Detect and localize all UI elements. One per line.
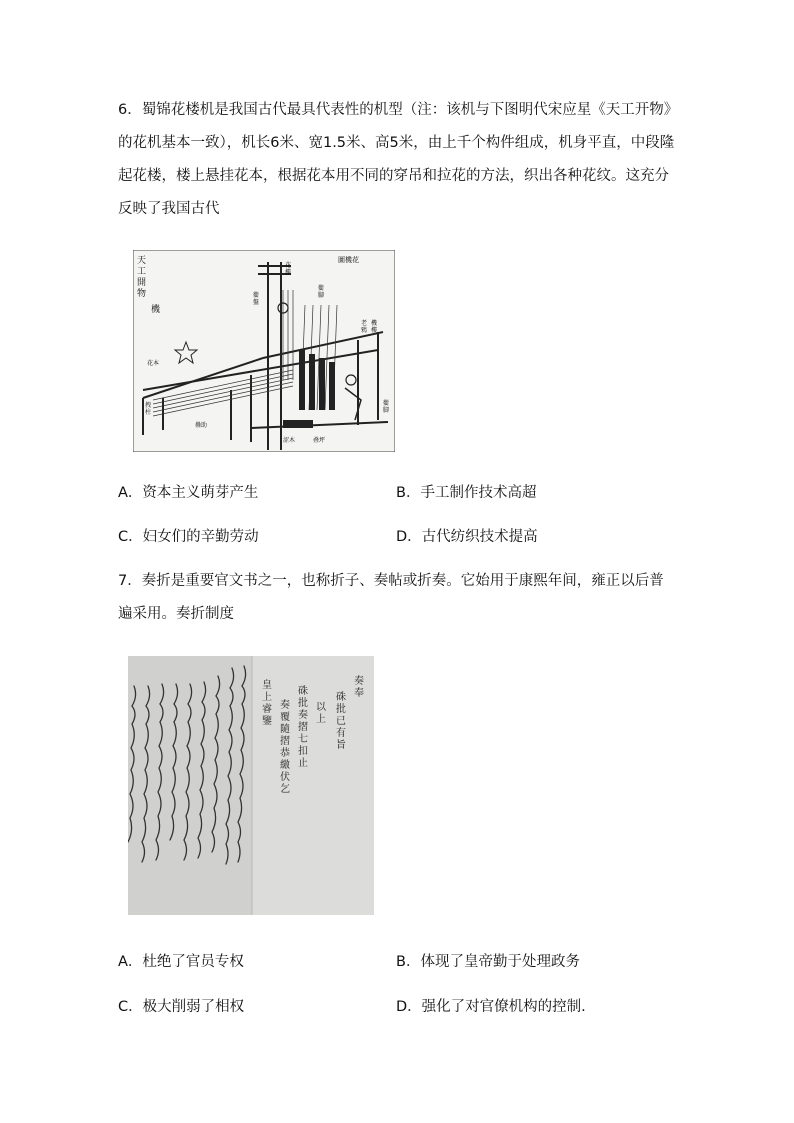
memorial-col-6: 皇上睿鑒 [262, 680, 272, 727]
loom-label-1: 花樓 [285, 262, 292, 276]
loom-caption-vertical: 天工開物 [137, 256, 147, 299]
memorial-manuscript [128, 656, 374, 915]
q7-option-a[interactable]: A．杜绝了官员专权 [118, 954, 244, 970]
q6-option-b[interactable]: B．手工制作技术高超 [396, 485, 537, 501]
question-7-stem: 7．奏折是重要官文书之一，也称折子、奏帖或折奏。它始用于康熙年间，雍正以后普遍采用。奏折制度 [118, 573, 664, 622]
q7-option-d[interactable]: D．强化了对官僚机构的控制. [396, 999, 586, 1015]
memorial-col-2: 硃批已有旨 [336, 692, 346, 751]
loom-sub-vertical: 機 [151, 305, 161, 315]
loom-label-9: 衢脚 [383, 400, 390, 414]
loom-illustration [133, 250, 395, 452]
loom-label-3: 衢腳 [318, 285, 325, 299]
loom-label-8: 疊助 [195, 422, 208, 429]
loom-label-7: 拽柱 [145, 402, 152, 416]
loom-label-10: 涩木 [283, 437, 296, 444]
memorial-col-4: 硃批奏摺七扣止 [298, 686, 308, 769]
loom-label-4: 機樓 [371, 320, 378, 334]
loom-top-label: 圖機花 [338, 256, 359, 264]
loom-label-5: 花本 [147, 360, 160, 367]
memorial-col-5: 奏覆隨摺恭繳伏乞 [280, 700, 290, 795]
q6-option-d[interactable]: D．古代纺织技术提高 [396, 529, 538, 545]
q7-option-b[interactable]: B．体现了皇帝勤于处理政务 [396, 954, 580, 970]
loom-label-6: 老鴉 [361, 320, 368, 334]
question-6-stem: 6．蜀锦花楼机是我国古代最具代表性的机型（注：该机与下图明代宋应星《天工开物》的花机基本一致），机长6米、宽1.5米、高5米，由上千个构件组成，机身平直，中段隆起花楼，楼上悬挂花本，根据花本用不同的穿吊和拉花的方法，织出各种花纹。这充分反映了我国古代 [118, 102, 675, 217]
memorial-col-1: 奏奉 [354, 676, 364, 699]
q7-option-c[interactable]: C．极大削弱了相权 [118, 999, 245, 1015]
loom-label-2: 衢盤 [253, 292, 260, 306]
memorial-col-3: 以上 [316, 702, 326, 725]
loom-label-11: 叠坪 [313, 437, 326, 444]
q6-option-a[interactable]: A．资本主义萌芽产生 [118, 485, 259, 501]
q6-option-c[interactable]: C．妇女们的辛勤劳动 [118, 529, 259, 545]
